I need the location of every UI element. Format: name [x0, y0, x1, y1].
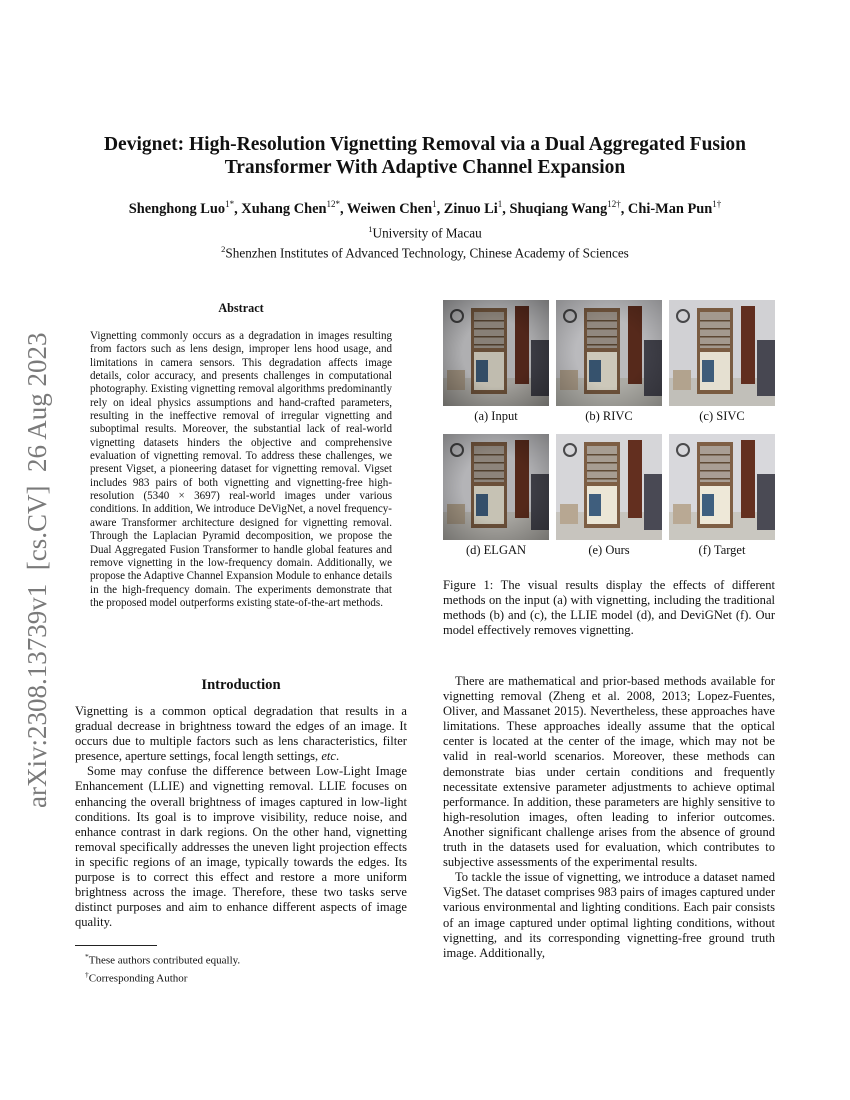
body-paragraph: [75, 704, 407, 764]
figure-panel-image: [669, 434, 775, 540]
abstract-section: [75, 300, 407, 610]
author-mark: 1: [432, 199, 437, 209]
author-list: Shenghong Luo$^{1*}$, Xuhang Chen$^{12*}$, Weiwen Chen$^1$, Zinuo Li$^1$, Shuqiang Wang$^{12\dagger}$, Chi-Man Pun$^{1\dagger}$: [128, 199, 722, 217]
author-name: Zinuo Li: [443, 200, 498, 217]
footnote-text: These authors contributed equally.: [88, 954, 241, 967]
affiliation: [60, 241, 790, 261]
paragraph-text: Vignetting is a common optical degradation that results in a gradual decrease in brightness toward the edges of an image. It occurs due to multiple factors such as lens characteristics, filter presence, aperture settings, focal length settings,: [75, 704, 407, 764]
paper-title: Devignet: High-Resolution Vignetting Removal via a Dual Aggregated Fusion Transformer With Adaptive Channel Expansion: [103, 134, 747, 178]
author-mark: 12†: [607, 199, 621, 209]
author-name: Chi-Man Pun: [627, 200, 713, 217]
figure-panel-label: (c) SIVC: [699, 409, 745, 423]
affiliation-text: University of Macau: [372, 225, 482, 241]
author-name: Shuqiang Wang: [509, 200, 608, 217]
body-paragraph: There are mathematical and prior-based methods available for vignetting removal (Zheng et al. 2008, 2013; Lopez-Fuentes, Oliver, and Massanet 2015). Nevertheless, these approaches have limitations. These approaches ideally assume that the optical center is located at the center of the image, which may not be valid in real-world scenarios. Moreover, these methods can demonstrate bias under certain conditions and frequently necessitate extensive parameter adjustments to achieve optimal performance. In addition, these parameters are highly sensitive to high-resolution images, often leading to inferior outcomes. Another significant challenge arises from the absence of ground truth in the datasets used for evaluation, which contributes to subjective assessments of the experimental results.: [443, 674, 775, 870]
figure-panel-image: [556, 300, 662, 406]
abstract-title: Abstract: [218, 301, 264, 315]
arxiv-identifier-text: arXiv:2308.13739v1 [cs.CV] 26 Aug 2023: [22, 332, 52, 808]
author-name: Weiwen Chen: [346, 200, 433, 217]
figure-panel-image: [443, 434, 549, 540]
footnote: [75, 968, 407, 986]
figure-panel-image: [443, 300, 549, 406]
author-name: Shenghong Luo: [128, 200, 226, 217]
affiliations: [60, 221, 790, 262]
arxiv-identifier: [10, 290, 60, 810]
affiliation: [60, 221, 790, 241]
section-title: Introduction: [201, 677, 281, 693]
footnote-mark: †: [85, 970, 89, 980]
figure-panel-label: (b) RIVC: [585, 409, 633, 423]
affiliation-mark: 1: [368, 224, 373, 234]
figure-panel-image: [556, 434, 662, 540]
body-paragraph: Some may confuse the difference between Low-Light Image Enhancement (LLIE) and vignetting removal. LLIE focuses on enhancing the overall brightness of images captured in low-light conditions. Its goal is to improve visibility, reduce noise, and enhance contrast in dark regions. On the other hand, vignetting removal specifically addresses the uneven light projection effects in specific regions of an image, typically towards the edges. Its purpose is to correct this effect and restore a more uniform brightness across the image. Therefore, these two tasks serve distinct purposes and aim to enhance different aspects of image quality.: [75, 764, 407, 930]
author-mark: 1*: [225, 199, 235, 209]
figure-panel-label: (e) Ours: [588, 543, 630, 557]
paragraph-text-italic: etc: [321, 749, 336, 764]
figure-caption: Figure 1: The visual results display the effects of different methods on the input (a) with vignetting, including the traditional methods (b) and (c), the LLIE model (d), and DeviGNet (f). Our model effectively removes vignetting.: [443, 578, 775, 638]
affiliation-text: Shenzhen Institutes of Advanced Technology, Chinese Academy of Sciences: [225, 245, 629, 261]
footnote-text: Corresponding Author: [88, 972, 188, 985]
abstract-text: Vignetting commonly occurs as a degradation in images resulting from factors such as lens design, improper lens hood usage, and limitations in camera sensors. This degradation affects image details, color accuracy, and presents challenges in computational photography. Existing vignetting removal algorithms predominantly rely on ideal physics assumptions and hand-crafted parameters, resulting in the ineffective removal of irregular vignetting and suboptimal results. Moreover, the substantial lack of real-world vignetting datasets hinders the objective and comprehensive evaluation of vignetting removal. To address these challenges, we present Vigset, a pioneering dataset for vignetting removal. Vigset includes 983 pairs of both vignetting and vignetting-free high-resolution (5340 × 3697) real-world images under various conditions. In addition, We introduce DeVigNet, a novel frequency-aware Transformer architecture designed for vignetting removal. Through the Laplacian Pyramid decomposition, we propose the Dual Aggregated Fusion Transformer to handle global features and remove vignetting in the low-frequency domain. Additionally, we propose the Adaptive Channel Expansion Module to enhance details in the high-frequency domain. The experiments demonstrate that the proposed model outperforms existing state-of-the-art methods.: [90, 330, 392, 609]
introduction-continued: [443, 674, 775, 961]
figure-panel-label: (d) ELGAN: [465, 543, 527, 557]
footnotes: [75, 950, 407, 986]
body-paragraph: To tackle the issue of vignetting, we introduce a dataset named VigSet. The dataset comprises 983 pairs of images captured under various environmental and lighting conditions. Each pair consists of an image captured under optimal lighting conditions, without vignetting, and its corresponding vignetting-free ground truth image. Additionally,: [443, 870, 775, 960]
footnote-divider: [75, 945, 157, 946]
author-name: Xuhang Chen: [241, 200, 327, 217]
figure-panel-label: (a) Input: [474, 409, 518, 423]
affiliation-mark: 2: [221, 244, 226, 255]
author-mark: 12*: [326, 199, 340, 209]
author-mark: 1: [497, 199, 503, 209]
footnote: [75, 950, 407, 968]
figure-panel-label: (f) Target: [698, 543, 746, 557]
footnote-mark: *: [85, 952, 89, 961]
figure-panel-image: [669, 300, 775, 406]
author-mark: 1†: [712, 199, 722, 209]
introduction-section: [75, 676, 407, 930]
paragraph-text: .: [335, 749, 340, 764]
